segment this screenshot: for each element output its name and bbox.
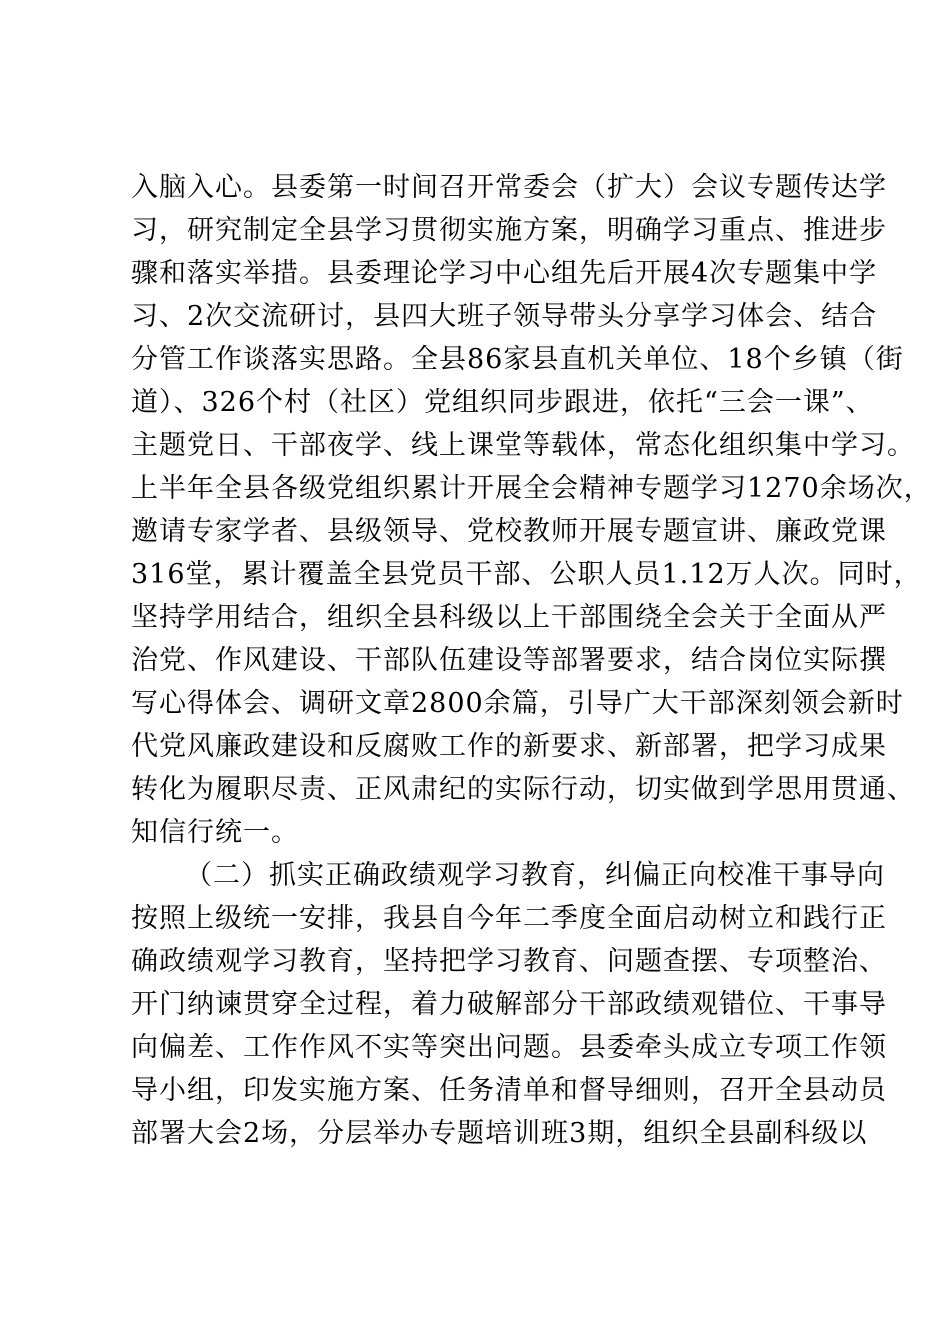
section-heading: （二）抓实正确政绩观学习教育，纠偏正向校准干事导向: [185, 860, 885, 891]
text-line: 316堂，累计覆盖全县党员干部、公职人员1.12万人次。同时，: [131, 559, 922, 590]
text-line: 分管工作谈落实思路。全县86家县直机关单位、18个乡镇（街: [131, 344, 904, 375]
text-line: 代党风廉政建设和反腐败工作的新要求、新部署，把学习成果: [131, 731, 887, 762]
text-line: 入脑入心。县委第一时间召开常委会（扩大）会议专题传达学: [131, 172, 887, 203]
text-line: 转化为履职尽责、正风肃纪的实际行动，切实做到学思用贯通、: [131, 774, 915, 805]
text-line: 主题党日、干部夜学、线上课堂等载体，常态化组织集中学习。: [131, 430, 915, 461]
text-line: 骤和落实举措。县委理论学习中心组先后开展4次专题集中学: [131, 258, 878, 289]
text-line: 道）、326个村（社区）党组织同步跟进，依托“三会一课”、: [131, 387, 874, 418]
text-line: 开门纳谏贯穿全过程，着力破解部分干部政绩观错位、干事导: [131, 989, 887, 1020]
text-line: 写心得体会、调研文章2800余篇，引导广大干部深刻领会新时: [131, 688, 904, 719]
document-body: [131, 166, 932, 1155]
text-line: 习，研究制定全县学习贯彻实施方案，明确学习重点、推进步: [131, 215, 887, 246]
text-line: 上半年全县各级党组织累计开展全会精神专题学习1270余场次，: [131, 473, 932, 504]
text-line: 导小组，印发实施方案、任务清单和督导细则，召开全县动员: [131, 1075, 887, 1106]
text-line: 确政绩观学习教育，坚持把学习教育、问题查摆、专项整治、: [131, 946, 887, 977]
text-line: 按照上级统一安排，我县自今年二季度全面启动树立和践行正: [131, 903, 887, 934]
text-line: 向偏差、工作作风不实等突出问题。县委牵头成立专项工作领: [131, 1032, 887, 1063]
text-line: 邀请专家学者、县级领导、党校教师开展专题宣讲、廉政党课: [131, 516, 887, 547]
text-line: 习、2次交流研讨，县四大班子领导带头分享学习体会、结合: [131, 301, 878, 332]
text-line: 治党、作风建设、干部队伍建设等部署要求，结合岗位实际撰: [131, 645, 887, 676]
text-line: 部署大会2场，分层举办专题培训班3期，组织全县副科级以: [131, 1118, 868, 1149]
text-line: 坚持学用结合，组织全县科级以上干部围绕全会关于全面从严: [131, 602, 887, 633]
text-line-paragraph-end: 知信行统一。: [131, 817, 299, 848]
